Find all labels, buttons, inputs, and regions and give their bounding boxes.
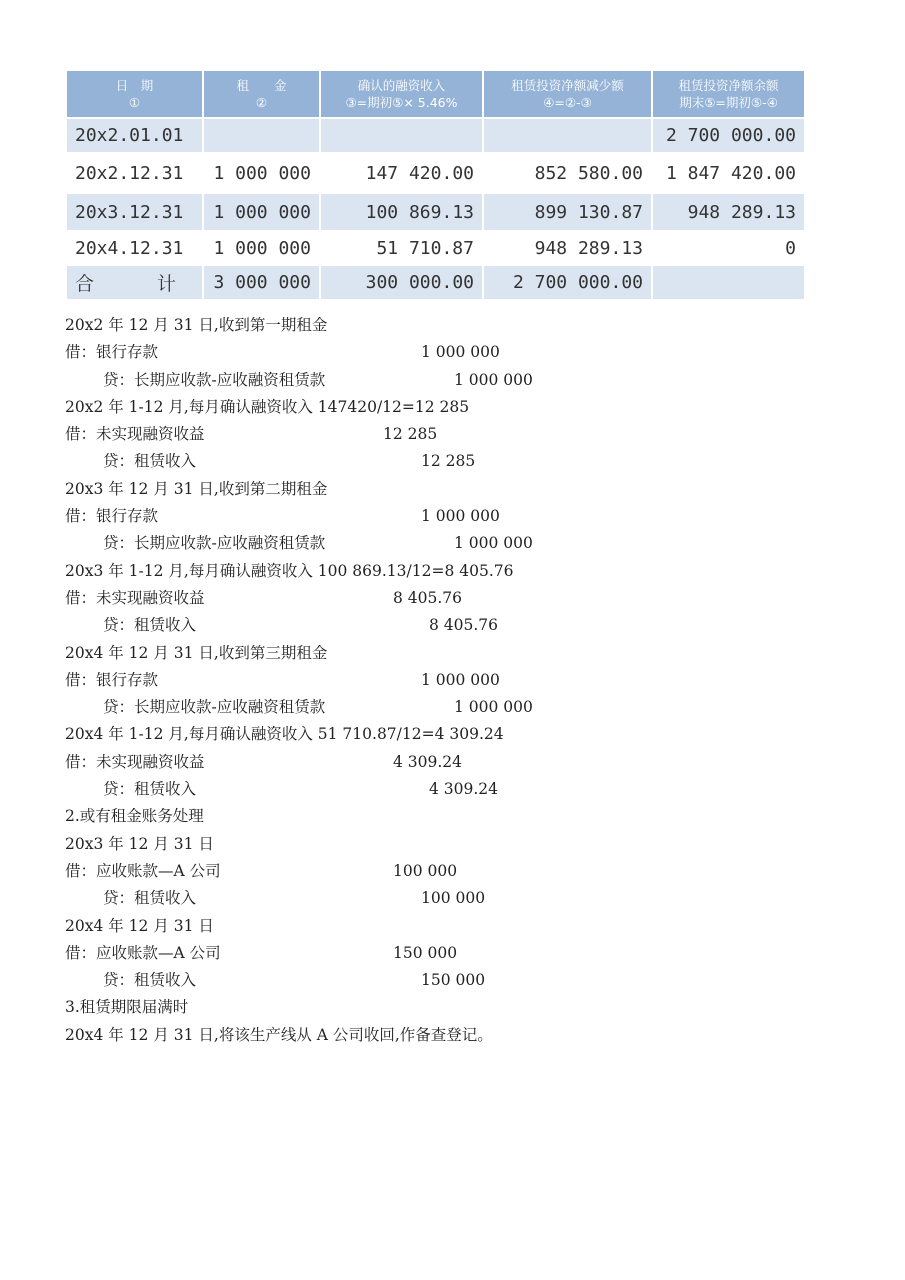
- entry-text: 借：未实现融资收益: [65, 425, 205, 444]
- debit-line: [65, 421, 885, 448]
- header-income: 确认的融资收入 ③=期初⑤× 5.46%: [321, 71, 482, 117]
- entry-text: 20x4 年 12 月 31 日,将该生产线从 A 公司收回,作备查登记。: [65, 1025, 493, 1044]
- entry-text: 2.或有租金账务处理: [65, 807, 204, 826]
- credit-line: [65, 612, 885, 639]
- entry-text: 贷：租赁收入: [103, 971, 197, 990]
- table-total-row: [67, 266, 804, 299]
- heading-line: [65, 312, 885, 339]
- entry-amount: 4 309.24: [429, 780, 499, 799]
- section-heading: [65, 994, 885, 1021]
- credit-line: [65, 776, 885, 803]
- heading-line: [65, 640, 885, 667]
- cell-rent: 1 000 000: [204, 232, 319, 264]
- entry-text: 借：应收账款—A 公司: [65, 943, 221, 962]
- credit-line: [65, 530, 885, 557]
- cell-total-label: 合 计: [67, 266, 202, 299]
- cell-total-rent: 3 000 000: [204, 266, 319, 299]
- cell-balance: 948 289.13: [653, 194, 804, 230]
- debit-line: [65, 940, 885, 967]
- entry-amount: 12 285: [383, 425, 438, 444]
- entry-amount: 100 000: [421, 889, 486, 908]
- credit-line: [65, 694, 885, 721]
- entry-amount: 12 285: [421, 452, 476, 471]
- header-rent: 租 金 ②: [204, 71, 319, 117]
- cell-balance: 2 700 000.00: [653, 119, 804, 152]
- heading-line: [65, 831, 885, 858]
- entry-amount: 8 405.76: [393, 588, 463, 607]
- cell-income: 147 420.00: [321, 154, 482, 192]
- header-reduction: 租赁投资净额减少额 ④=②-③: [484, 71, 651, 117]
- cell-total-balance: [653, 266, 804, 299]
- header-balance: 租赁投资净额余额 期末⑤=期初⑤-④: [653, 71, 804, 117]
- entry-text: 贷：租赁收入: [103, 889, 197, 908]
- credit-line: [65, 967, 885, 994]
- debit-line: [65, 339, 885, 366]
- table-row: [67, 194, 804, 230]
- section-heading: [65, 803, 885, 830]
- cell-rent: 1 000 000: [204, 154, 319, 192]
- heading-line: [65, 913, 885, 940]
- cell-income: [321, 119, 482, 152]
- debit-line: [65, 667, 885, 694]
- cell-rent: [204, 119, 319, 152]
- entry-amount: 8 405.76: [429, 616, 499, 635]
- cell-total-income: 300 000.00: [321, 266, 482, 299]
- entry-text: 贷：租赁收入: [103, 616, 197, 635]
- cell-reduction: 899 130.87: [484, 194, 651, 230]
- cell-reduction: 948 289.13: [484, 232, 651, 264]
- entry-text: 借：银行存款: [65, 670, 159, 689]
- entry-text: 贷：租赁收入: [103, 780, 197, 799]
- table-header-row: [67, 71, 804, 117]
- debit-line: [65, 858, 885, 885]
- cell-date: 20x4.12.31: [67, 232, 202, 264]
- entry-text: 20x3 年 1-12 月,每月确认融资收入 100 869.13/12=8 405.76: [65, 561, 514, 580]
- entry-text: 20x4 年 12 月 31 日: [65, 916, 214, 935]
- heading-line: [65, 558, 885, 585]
- heading-line: [65, 1022, 885, 1049]
- entry-text: 20x4 年 12 月 31 日,收到第三期租金: [65, 643, 328, 662]
- cell-date: 20x3.12.31: [67, 194, 202, 230]
- entry-amount: 1 000 000: [454, 698, 533, 717]
- entry-text: 借：应收账款—A 公司: [65, 861, 221, 880]
- cell-balance: 1 847 420.00: [653, 154, 804, 192]
- entry-amount: 4 309.24: [393, 752, 463, 771]
- entry-text: 20x2 年 12 月 31 日,收到第一期租金: [65, 316, 328, 334]
- cell-rent: 1 000 000: [204, 194, 319, 230]
- entry-text: 借：未实现融资收益: [65, 752, 205, 771]
- entry-text: 20x3 年 12 月 31 日,收到第二期租金: [65, 479, 328, 498]
- entry-amount: 150 000: [393, 943, 458, 962]
- table-row: [67, 154, 804, 192]
- header-date: 日 期 ①: [67, 71, 202, 117]
- cell-date: 20x2.01.01: [67, 119, 202, 152]
- entry-amount: 100 000: [393, 861, 458, 880]
- cell-income: 100 869.13: [321, 194, 482, 230]
- entry-text: 贷：长期应收款-应收融资租赁款: [103, 534, 326, 553]
- lease-schedule-table: [65, 69, 806, 301]
- entry-amount: 1 000 000: [421, 670, 500, 689]
- credit-line: [65, 367, 885, 394]
- heading-line: [65, 394, 885, 421]
- cell-reduction: [484, 119, 651, 152]
- entry-text: 20x2 年 1-12 月,每月确认融资收入 147420/12=12 285: [65, 397, 470, 416]
- entry-text: 借：银行存款: [65, 343, 159, 362]
- cell-income: 51 710.87: [321, 232, 482, 264]
- heading-line: [65, 721, 885, 748]
- entry-text: 借：银行存款: [65, 507, 159, 526]
- entry-amount: 1 000 000: [454, 370, 533, 389]
- table-row: [67, 119, 804, 152]
- entry-text: 贷：长期应收款-应收融资租赁款: [103, 698, 326, 717]
- cell-total-reduction: 2 700 000.00: [484, 266, 651, 299]
- credit-line: [65, 448, 885, 475]
- table-row: [67, 232, 804, 264]
- entry-text: 借：未实现融资收益: [65, 588, 205, 607]
- entry-amount: 1 000 000: [421, 343, 500, 362]
- cell-balance: 0: [653, 232, 804, 264]
- entry-text: 贷：长期应收款-应收融资租赁款: [103, 370, 326, 389]
- journal-entries: [65, 312, 885, 1049]
- credit-line: [65, 885, 885, 912]
- entry-text: 贷：租赁收入: [103, 452, 197, 471]
- entry-amount: 1 000 000: [454, 534, 533, 553]
- entry-amount: 150 000: [421, 971, 486, 990]
- heading-line: [65, 476, 885, 503]
- entry-text: 20x4 年 1-12 月,每月确认融资收入 51 710.87/12=4 309.24: [65, 725, 504, 744]
- debit-line: [65, 503, 885, 530]
- entry-text: 20x3 年 12 月 31 日: [65, 834, 214, 853]
- entry-text: 3.租赁期限届满时: [65, 998, 189, 1017]
- cell-date: 20x2.12.31: [67, 154, 202, 192]
- debit-line: [65, 749, 885, 776]
- cell-reduction: 852 580.00: [484, 154, 651, 192]
- entry-amount: 1 000 000: [421, 507, 500, 526]
- debit-line: [65, 585, 885, 612]
